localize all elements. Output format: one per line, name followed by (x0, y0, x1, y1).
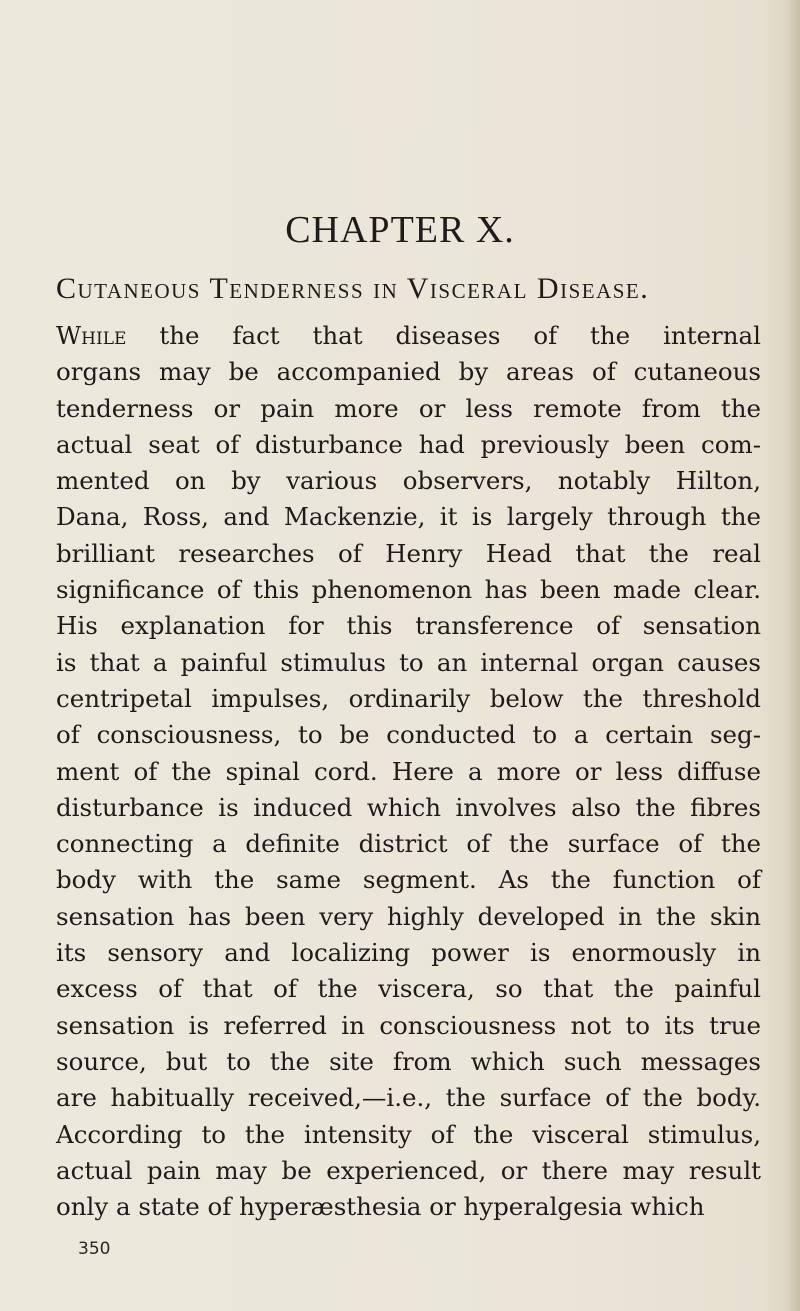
text-line-14: disturbance is induced which involves also the fibres (56, 792, 761, 822)
text-line-15: connecting a definite district of the surface of the (56, 829, 761, 859)
text-line-3: tenderness or pain more or less remote from the (56, 393, 761, 423)
text-line-24: actual pain may be experienced, or there may result (56, 1155, 761, 1185)
text-line-25: only a state of hyperæsthesia or hyperalgesia which (56, 1192, 705, 1222)
section-title: Cutaneous Tenderness in Visceral Disease. (56, 272, 650, 305)
page-number: 350 (78, 1239, 111, 1259)
text-line-19: excess of that of the viscera, so that the painful (56, 974, 761, 1004)
text-line-6: Dana, Ross, and Mackenzie, it is largely through the (56, 502, 761, 532)
text-line-1-rest: the fact that diseases of the internal (126, 321, 761, 350)
text-line-22: are habitually received,—i.e., the surface of the body. (56, 1083, 761, 1113)
text-line-8: significance of this phenomenon has been made clear. (56, 575, 761, 605)
body-paragraph (56, 318, 761, 1225)
text-line-2: organs may be accompanied by areas of cutaneous (56, 357, 761, 387)
chapter-heading: CHAPTER X. (285, 209, 515, 251)
text-line-10: is that a painful stimulus to an internal organ causes (56, 647, 761, 677)
text-line-23: According to the intensity of the visceral stimulus, (56, 1119, 761, 1149)
text-line-5: mented on by various observers, notably Hilton, (56, 466, 761, 496)
text-line-18: its sensory and localizing power is enormously in (56, 938, 761, 968)
text-line-20: sensation is referred in consciousness not to its true (56, 1010, 761, 1040)
text-line-21: source, but to the site from which such messages (56, 1046, 761, 1076)
text-line-7: brilliant researches of Henry Head that the real (56, 538, 761, 568)
page-edge-shadow (786, 0, 800, 1311)
text-line-4: actual seat of disturbance had previously been com- (56, 429, 761, 459)
lead-word: While (56, 321, 127, 350)
text-line-12: of consciousness, to be conducted to a certain seg- (56, 720, 761, 750)
text-line-17: sensation has been very highly developed in the skin (56, 901, 761, 931)
text-line-9: His explanation for this transference of sensation (56, 611, 761, 641)
text-line-11: centripetal impulses, ordinarily below the threshold (56, 683, 761, 713)
text-line-16: body with the same segment. As the function of (56, 865, 761, 895)
text-line-1 (56, 318, 761, 354)
text-line-13: ment of the spinal cord. Here a more or less diffuse (56, 756, 761, 786)
